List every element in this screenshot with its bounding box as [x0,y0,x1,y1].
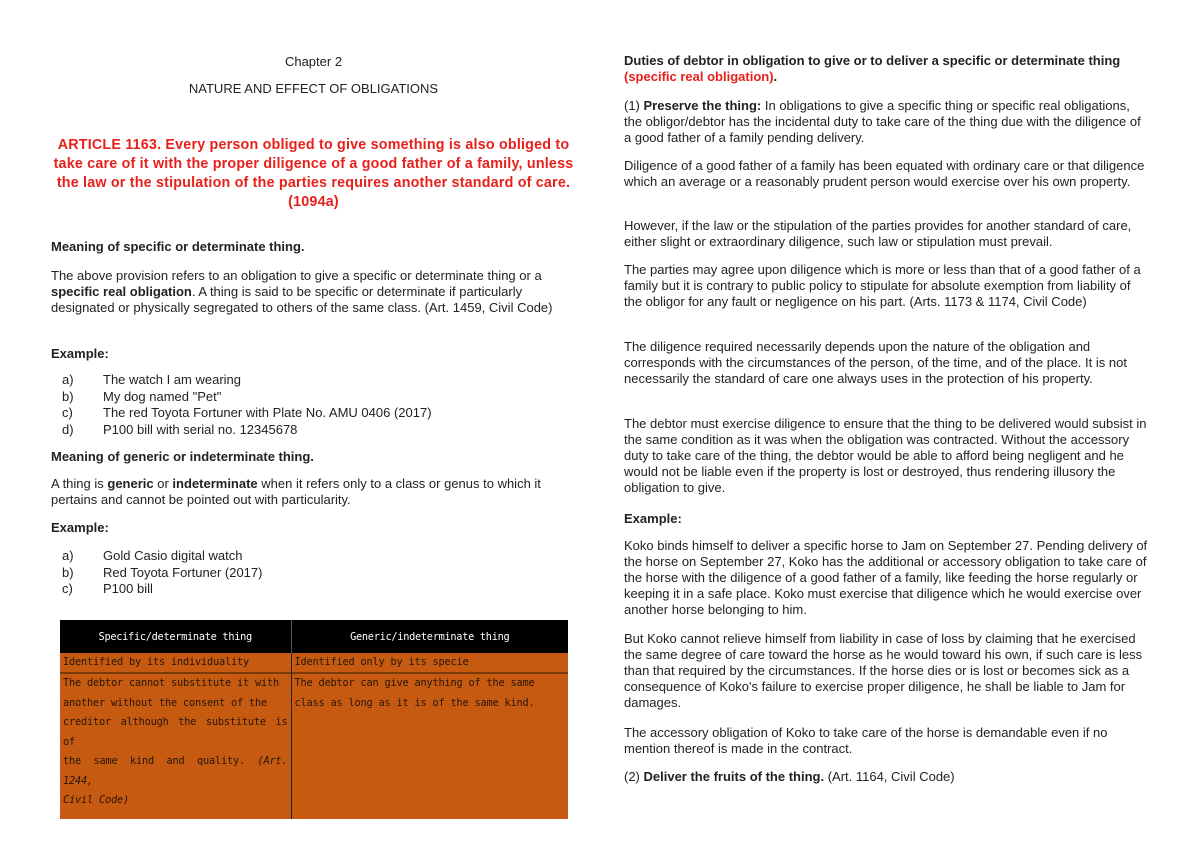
specific-text-a: The above provision refers to an obligation to give a specific or determinate thing or a [51,268,542,283]
example-label-right: Example: [624,511,682,526]
paragraph-accessory: The accessory obligation of Koko to take care of the horse is demandable even if no mention thereof is made in the contract. [624,725,1108,756]
paragraph-nature: The diligence required necessarily depends upon the nature of the obligation and corresponds with the circumstances of the person, of the time, and of the place. It is not necessarily the standard of care one always uses in the protection of his property. [624,339,1127,386]
chapter-number: Chapter 2 [284,54,343,69]
examples-specific-list [51,372,576,438]
list-item: a) The watch I am wearing [62,372,242,387]
paragraph-deliver-fruits: (2) Deliver the fruits of the thing. (Art. 1164, Civil Code) [624,769,955,784]
list-item: c) P100 bill [62,581,153,596]
table-cell: The debtor can give anything of the same class as long as it is of the same kind. [291,674,568,811]
examples-generic-list [51,548,576,598]
table-row [60,674,568,811]
specific-text-c: . A thing is said to be specific or determinate if particularly designated or physically segregated to others of the same class. (Art. 1459, Civil Code) [51,284,553,315]
specific-paragraph [51,268,576,316]
table-cell: Identified by its individuality [60,653,291,672]
paragraph-liability: But Koko cannot relieve himself from liability in case of loss by claiming that he exercised the same degree of care toward the horse as he would toward his own, if such care is less than that required by the circumstances. If the horse dies or is lost or becomes sick as a consequence of Koko's failure to exercise proper diligence, he shall be liable to Jam for damages. [624,631,1143,710]
paragraph-standard: However, if the law or the stipulation of the parties provides for another standard of care, either slight or extraordinary diligence, such law or stipulation must prevail. [624,218,1132,249]
list-item: c) The red Toyota Fortuner with Plate No. AMU 0406 (2017) [62,405,432,420]
duties-heading: Duties of debtor in obligation to give or to deliver a specific or determinate thing (specific real obligation). [624,53,1121,84]
paragraph-exercise: The debtor must exercise diligence to ensure that the thing to be delivered would subsist in the same condition as it was when the obligation was contracted. Without the accessory duty to take care of the thing, the debtor would be able to afford being negligent and he would not be liable even if the property is lost or destroyed, thus rendering illusory the obligation to give. [624,416,1147,495]
article-1163: ARTICLE 1163. Every person obliged to give something is also obliged to take care of it with the proper diligence of a good father of a family, unless the law or the stipulation of the parties requires another standard of care. (1094a) [53,137,574,210]
paragraph-preserve: (1) Preserve the thing: In obligations to give a specific thing or specific real obligations, the obligor/debtor has the incidental duty to take care of the thing due with the diligence of a good father of a family pending delivery. [624,98,1141,145]
paragraph-koko: Koko binds himself to deliver a specific horse to Jam on September 27. Pending delivery of the horse on September 27, Koko has the additional or accessory obligation to take care of the horse with the diligence of a good father of a family, like feeding the horse regularly or keeping it in a safe place. Koko must exercise that diligence which he would exercise over another horse belonging to him. [624,538,1148,617]
example-label-2: Example: [51,520,109,535]
chapter-title: NATURE AND EFFECT OF OBLIGATIONS [188,81,439,96]
example-label-1: Example: [51,346,109,361]
generic-heading: Meaning of generic or indeterminate thing. [51,449,314,464]
comparison-table [60,620,568,819]
specific-text-bold: specific real obligation [51,284,192,299]
generic-paragraph: A thing is generic or indeterminate when it refers only to a class or genus to which it pertains and cannot be pointed out with particularity. [51,476,541,507]
list-item: d) P100 bill with serial no. 12345678 [62,421,298,437]
table-cell: Identified only by its specie [291,653,568,672]
table-header-specific: Specific/determinate thing [60,620,291,653]
table-row [60,653,568,672]
list-item: a) Gold Casio digital watch [62,548,243,563]
table-header-generic: Generic/indeterminate thing [291,620,568,653]
list-item: b) My dog named "Pet" [62,388,222,404]
paragraph-diligence: Diligence of a good father of a family has been equated with ordinary care or that diligence which an average or a reasonably prudent person would exercise over his own property. [624,158,1145,189]
list-item: b) Red Toyota Fortuner (2017) [62,564,263,580]
table-cell: The debtor cannot substitute it with another without the consent of the creditor although the substitute is of the same kind and quality. (Art. 1244, Civil Code) [60,674,291,811]
specific-heading: Meaning of specific or determinate thing. [51,239,305,254]
paragraph-agreement: The parties may agree upon diligence which is more or less than that of a good father of a family but it is contrary to public policy to stipulate for absolute exemption from liability of the obligor for any fault or negligence on his part. (Arts. 1173 & 1174, Civil Code) [624,262,1141,309]
